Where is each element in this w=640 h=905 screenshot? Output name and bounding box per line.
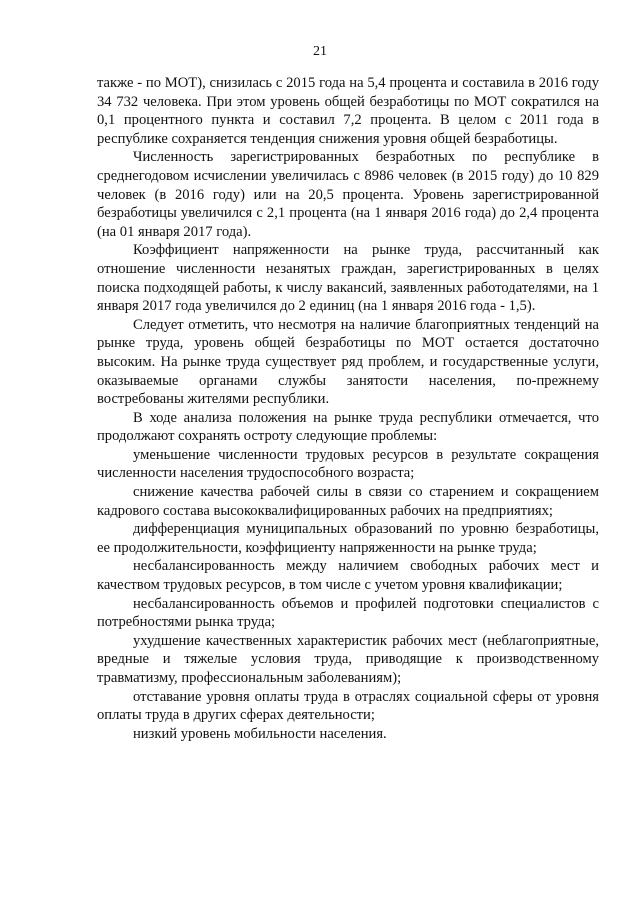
paragraph-unemployment-ilo: также - по МОТ), снизилась с 2015 года на 5,4 процента и составила в 2016 году 34 732 человека. При этом уровень общей безработицы по МОТ сократился на 0,1 процентного пункта и составил 7,2 процента. В целом с 2011 года в республике сохраняется тенденция снижения уровня общей безработицы. xyxy=(97,75,599,147)
document-body xyxy=(97,74,599,743)
list-item-low-mobility: низкий уровень мобильности населения. xyxy=(133,725,387,742)
list-item-training-imbalance: несбалансированность объемов и профилей подготовки специалистов с потребностями рынка труда; xyxy=(97,595,599,631)
paragraph-analysis-intro: В ходе анализа положения на рынке труда республики отмечается, что продолжают сохранять остроту следующие проблемы: xyxy=(97,409,599,445)
paragraph-labor-market-problems: Следует отметить, что несмотря на наличие благоприятных тенденций на рынке труда, уровень общей безработицы по МОТ остается достаточно высоким. На рынке труда существует ряд проблем, и государственные услуги, оказываемые органами службы занятости населения, по-прежнему востребованы жителями республики. xyxy=(97,316,599,408)
paragraph-registered-unemployed: Численность зарегистрированных безработных по республике в среднегодовом исчислении увеличилась с 8986 человек (в 2015 году) до 10 829 человек (в 2016 году) или на 20,5 процента. Уровень зарегистрированной безработицы увеличился с 2,1 процента (на 1 января 2016 года) до 2,4 процента (на 01 января 2017 года). xyxy=(97,149,599,240)
list-item-wage-lag: отставание уровня оплаты труда в отраслях социальной сферы от уровня оплаты труда в других сферах деятельности; xyxy=(97,688,599,724)
list-item-vacancy-imbalance: несбалансированность между наличием свободных рабочих мест и качеством трудовых ресурсов, в том числе с учетом уровня квалификации; xyxy=(97,558,599,594)
list-item-municipal-differentiation: дифференциация муниципальных образований по уровню безработицы, ее продолжительности, коэффициенту напряженности на рынке труда; xyxy=(97,521,599,556)
list-item-working-conditions: ухудшение качественных характеристик рабочих мест (неблагоприятные, вредные и тяжелые условия труда, приводящие к производственному травматизму, профессиональным заболеваниям); xyxy=(97,632,599,686)
paragraph-tension-coefficient: Коэффициент напряженности на рынке труда, рассчитанный как отношение численности незанятых граждан, зарегистрированных в целях поиска подходящей работы, к числу вакансий, заявленных работодателями, на 1 января 2017 года увеличился до 2 единиц (на 1 января 2016 года - 1,5). xyxy=(97,242,599,315)
list-item-labor-resources: уменьшение численности трудовых ресурсов в результате сокращения численности населения трудоспособного возраста; xyxy=(97,446,599,482)
list-item-workforce-quality: снижение качества рабочей силы в связи со старением и сокращением кадрового состава высококвалифицированных рабочих на предприятиях; xyxy=(97,484,599,519)
page-number: 21 xyxy=(313,44,327,59)
